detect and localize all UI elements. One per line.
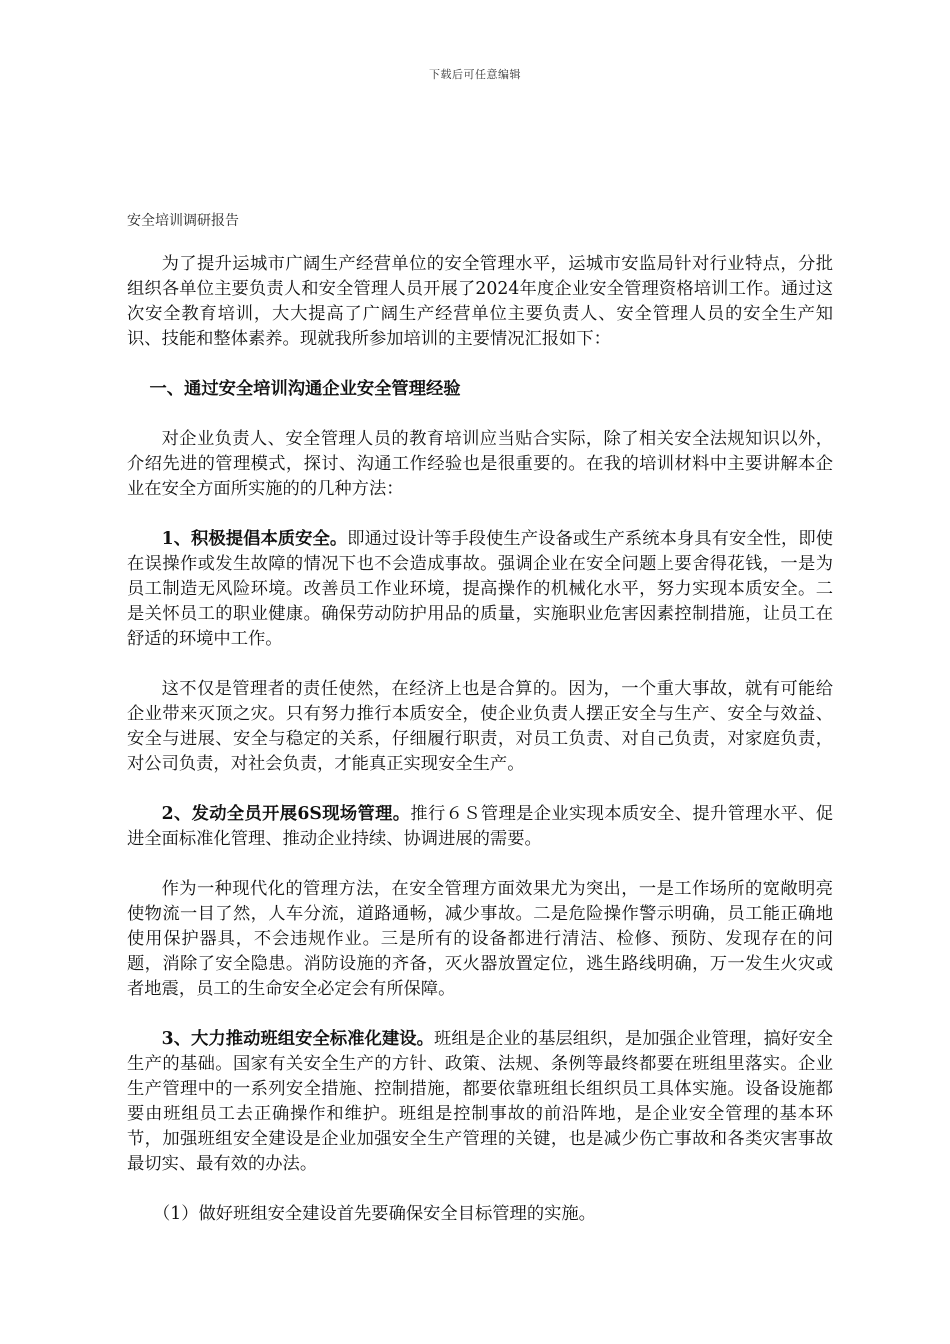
item-2-paragraph [127, 802, 833, 852]
intro-paragraph: 为了提升运城市广阔生产经营单位的安全管理水平，运城市安监局针对行业特点，分批组织各单位主要负责人和安全管理人员开展了2024年度企业安全管理资格培训工作。通过这次安全教育培训，大大提高了广阔生产经营单位主要负责人、安全管理人员的安全生产知识、技能和整体素养。现就我所参加培训的主要情况汇报如下： [127, 254, 833, 349]
header-note: 下载后可任意编辑 [429, 68, 521, 81]
item-3-sub-1-paragraph: （1）做好班组安全建设首先要确保安全目标管理的实施。 [152, 1204, 596, 1224]
item-2-followup-paragraph: 作为一种现代化的管理方法，在安全管理方面效果尤为突出，一是工作场所的宽敞明亮使物流一目了然，人车分流，道路通畅，减少事故。二是危险操作警示明确，员工能正确地使用保护器具，不会违规作业。三是所有的设备都进行清洁、检修、预防、发现存在的问题，消除了安全隐患。消防设施的齐备，灭火器放置定位，逃生路线明确，万一发生火灾或者地震，员工的生命安全必定会有所保障。 [127, 879, 833, 999]
item-1-followup-paragraph: 这不仅是管理者的责任使然，在经济上也是合算的。因为，一个重大事故，就有可能给企业带来灭顶之灾。只有努力推行本质安全，使企业负责人摆正安全与生产、安全与效益、安全与进展、安全与稳定的关系，仔细履行职责，对员工负责、对自己负责，对家庭负责，对公司负责，对社会负责，才能真正实现安全生产。 [127, 679, 833, 774]
item-2-lead: 2、发动全员开展6S现场管理。 [161, 804, 411, 824]
section-heading: 一、通过安全培训沟通企业安全管理经验 [149, 379, 461, 399]
item-1-lead: 1、积极提倡本质安全。 [161, 529, 348, 549]
document-body [127, 252, 833, 1227]
item-3-paragraph [127, 1027, 833, 1177]
item-1-paragraph [127, 527, 833, 652]
item-1-body: 即通过设计等手段使生产设备或生产系统本身具有安全性，即使在误操作或发生故障的情况下也不会造成事故。强调企业在安全问题上要舍得花钱，一是为员工制造无风险环境。改善员工作业环境，提高操作的机械化水平，努力实现本质安全。二是关怀员工的职业健康。确保劳动防护用品的质量，实施职业危害因素控制措施，让员工在舒适的环境中工作。 [127, 529, 833, 649]
item-3-lead: 3、大力推动班组安全标准化建设。 [161, 1029, 434, 1049]
item-3-body: 班组是企业的基层组织，是加强企业管理，搞好安全生产的基础。国家有关安全生产的方针、政策、法规、条例等最终都要在班组里落实。企业生产管理中的一系列安全措施、控制措施，都要依靠班组长组织员工具体实施。设备设施都要由班组员工去正确操作和维护。班组是控制事故的前沿阵地，是企业安全管理的基本环节，加强班组安全建设是企业加强安全生产管理的关键，也是减少伤亡事故和各类灾害事故最切实、最有效的办法。 [127, 1029, 833, 1174]
item-2-body: 推行６Ｓ管理是企业实现本质安全、提升管理水平、促进全面标准化管理、推动企业持续、协调进展的需要。 [127, 804, 833, 849]
document-title: 安全培训调研报告 [127, 213, 239, 229]
section-intro-paragraph: 对企业负责人、安全管理人员的教育培训应当贴合实际，除了相关安全法规知识以外，介绍先进的管理模式，探讨、沟通工作经验也是很重要的。在我的培训材料中主要讲解本企业在安全方面所实施的的几种方法： [127, 429, 833, 499]
